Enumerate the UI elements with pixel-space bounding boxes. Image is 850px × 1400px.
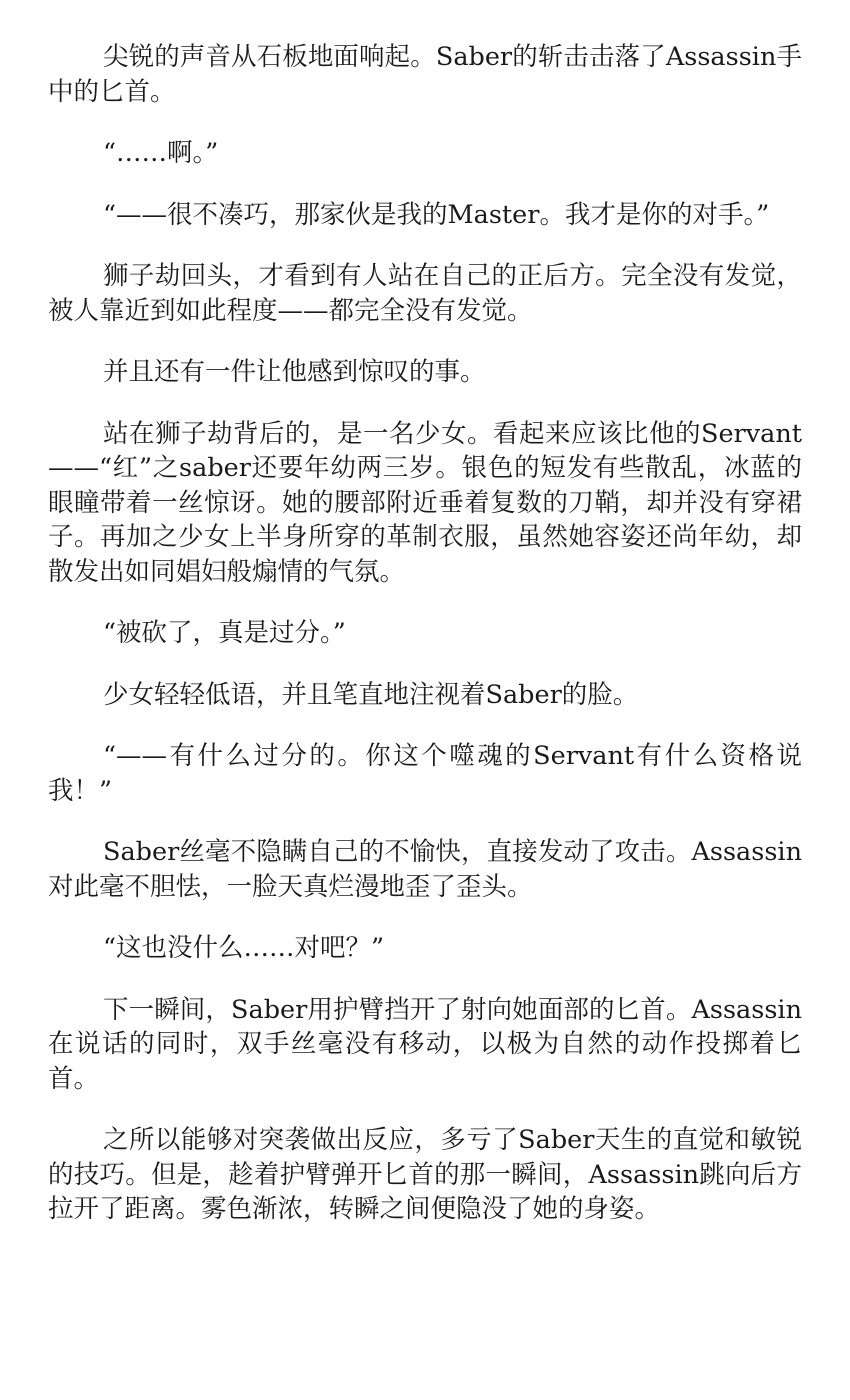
- paragraph: 狮子劫回头，才看到有人站在自己的正后方。完全没有发觉，被人靠近到如此程度——都完全没有发觉。: [48, 261, 802, 326]
- paragraph: 之所以能够对突袭做出反应，多亏了Saber天生的直觉和敏锐的技巧。但是，趁着护臂弹开匕首的那一瞬间，Assassin跳向后方拉开了距离。雾色渐浓，转瞬之间便隐没了她的身姿。: [48, 1125, 802, 1224]
- paragraph: 下一瞬间，Saber用护臂挡开了射向她面部的匕首。Assassin在说话的同时，双手丝毫没有移动，以极为自然的动作投掷着匕首。: [48, 994, 802, 1094]
- paragraph: 站在狮子劫背后的，是一名少女。看起来应该比他的Servant——“红”之saber还要年幼两三岁。银色的短发有些散乱，冰蓝的眼瞳带着一丝惊讶。她的腰部附近垂着复数的刀鞘，却并没有穿裙子。再加之少女上半身所穿的革制衣服，虽然她容姿还尚年幼，却散发出如同娼妇般煽情的气氛。: [48, 418, 802, 587]
- paragraph: “这也没什么……对吧？”: [103, 933, 385, 963]
- paragraph: “被砍了，真是过分。”: [103, 618, 346, 648]
- paragraph: 尖锐的声音从石板地面响起。Saber的斩击击落了Assassin手中的匕首。: [48, 42, 802, 107]
- paragraph: “……啊。”: [103, 138, 219, 168]
- paragraph: 少女轻轻低语，并且笔直地注视着Saber的脸。: [103, 679, 639, 710]
- paragraph: “——很不凑巧，那家伙是我的Master。我才是你的对手。”: [103, 199, 770, 230]
- novel-page: [48, 40, 802, 1254]
- paragraph: “——有什么过分的。你这个噬魂的Servant有什么资格说我！”: [48, 741, 802, 806]
- paragraph: 并且还有一件让他感到惊叹的事。: [103, 357, 486, 387]
- paragraph: Saber丝毫不隐瞒自己的不愉快，直接发动了攻击。Assassin对此毫不胆怯，一脸天真烂漫地歪了歪头。: [48, 837, 802, 902]
